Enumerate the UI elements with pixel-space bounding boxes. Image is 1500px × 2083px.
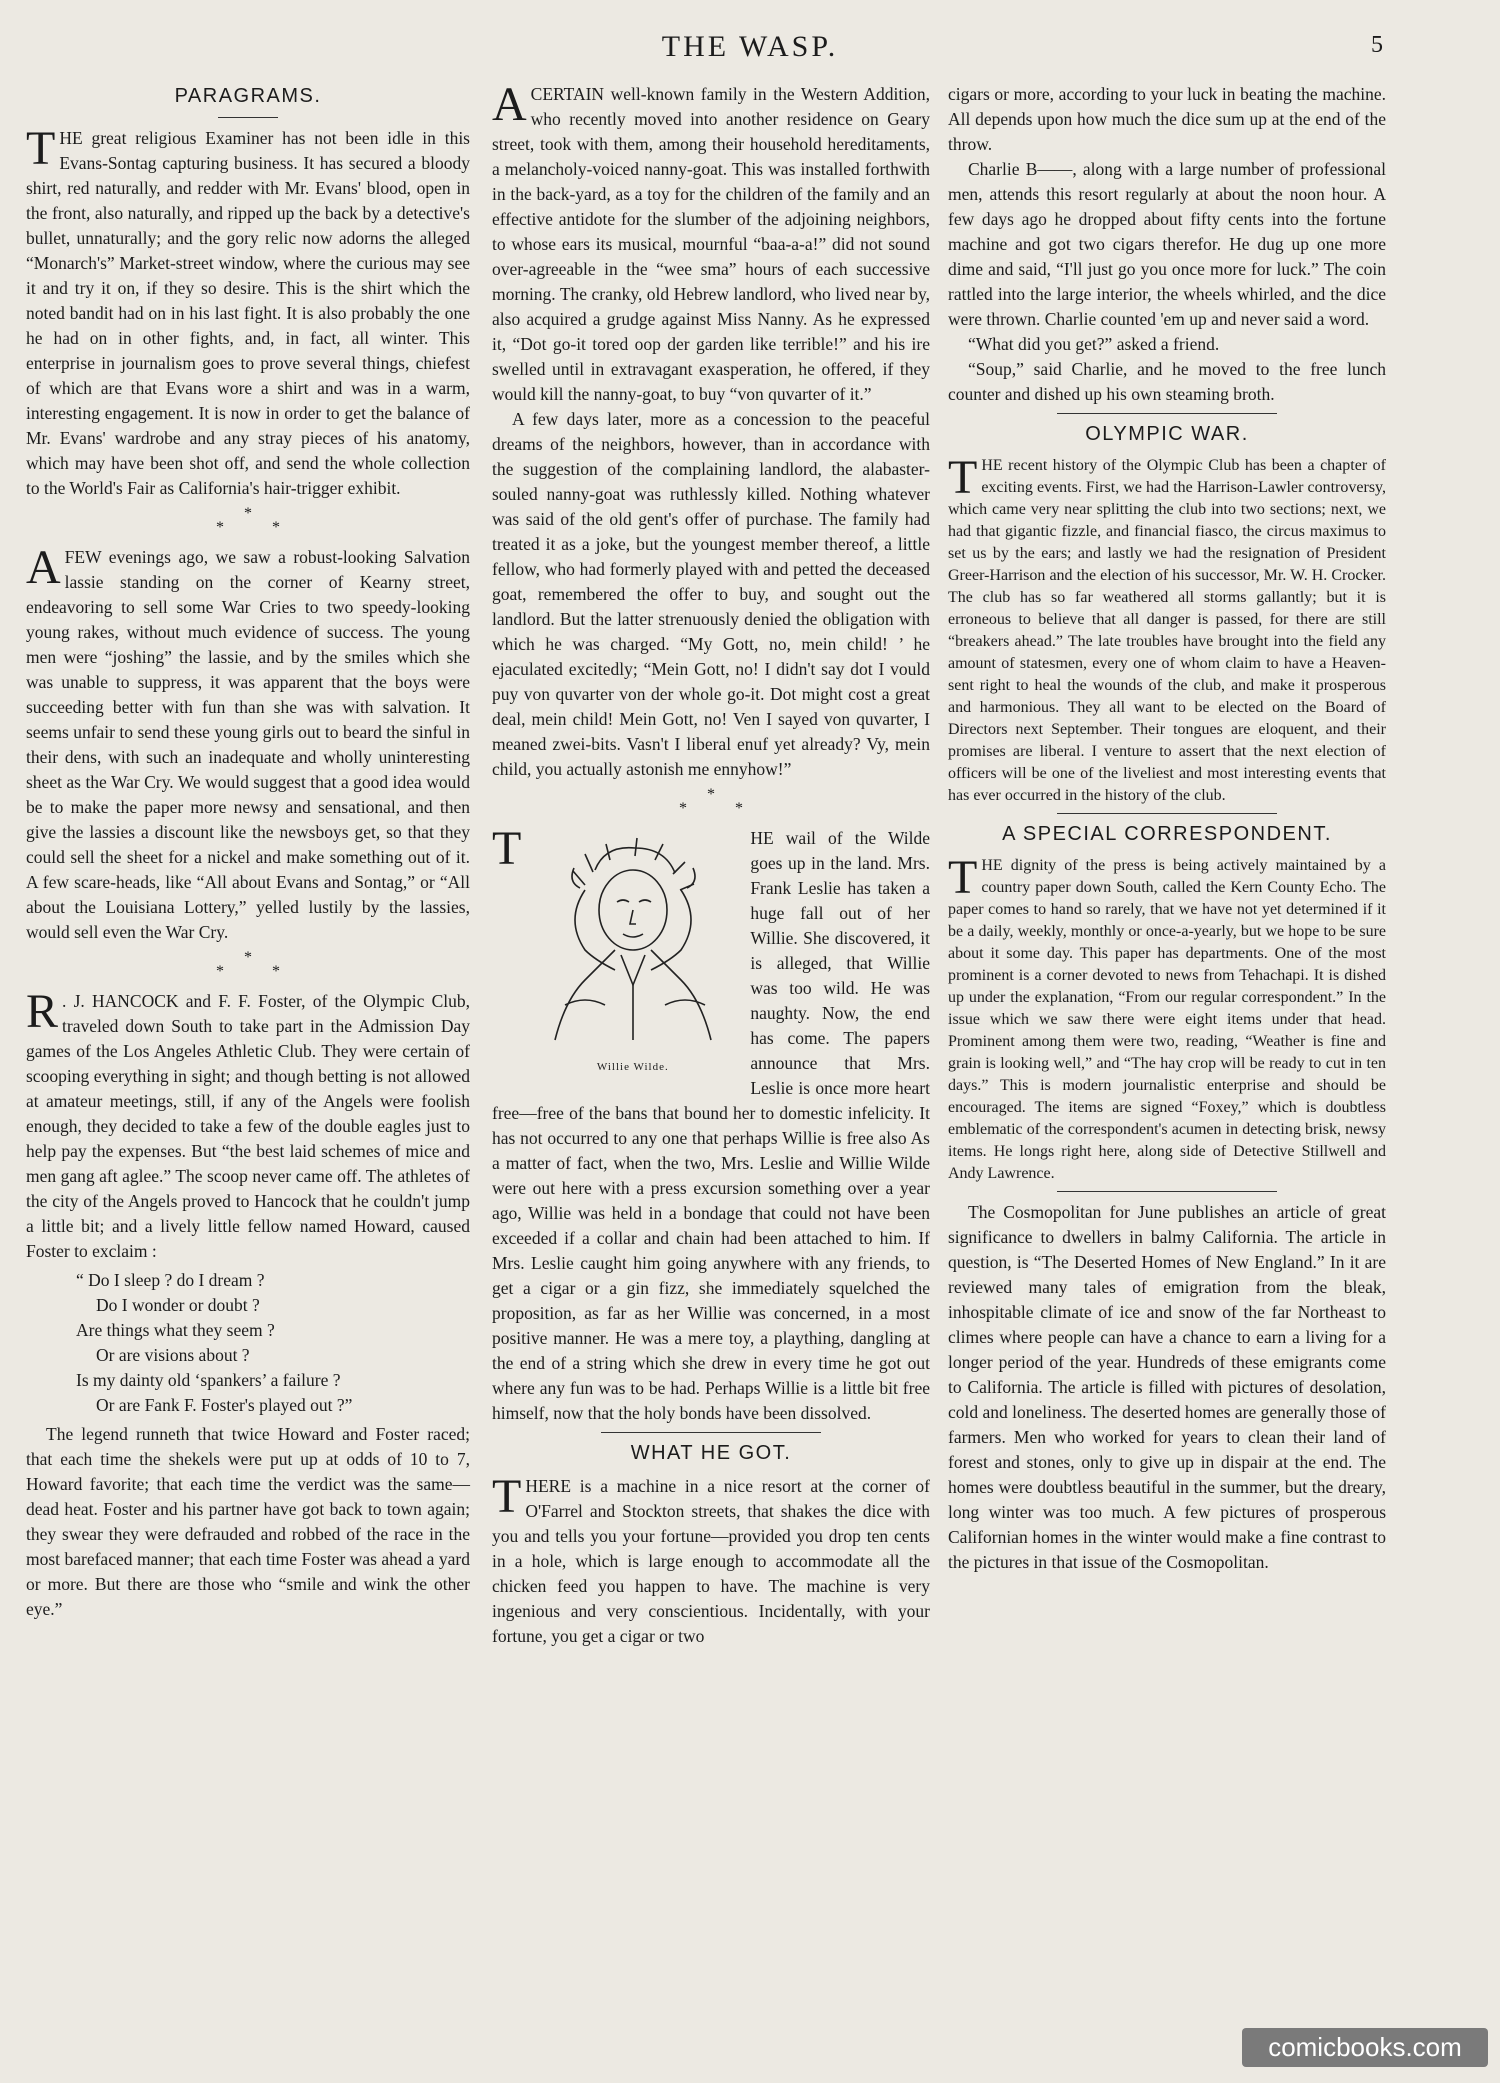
article-cosmopolitan: The Cosmopolitan for June publishes an article of great significance to dwellers in balmy California. The article in question, is “The Deserted Homes of New England.” In it are reviewed many tales of emigration from the bleak, inhospitable climate of ice and snow of the far Northeast to climes where people can have a chance to earn a living for a longer period of the year. Hundreds of these emigrants come to California. The article is filled with pictures of desolation, cold and loneliness. The deserted homes are generally those of farmers. Men who worked for years to clean their land of forest and stones, only to give up in dispair at the end. The homes were doubtless beautiful in the summer, but the dreary, long winter was too much. A few pictures of prosperous Californian homes in the winter would make a fine contrast to the pictures in that issue of the Cosmopolitan. [948, 1202, 1387, 1572]
article-salvation-lassie [26, 541, 470, 945]
article-olympic-war [948, 451, 1386, 807]
willie-wilde-illustration [525, 830, 740, 1080]
article-text: . J. HANCOCK and F. F. Foster, of the Olympic Club, traveled down South to take part in the Admission Day games of the Los Angeles Athletic Club. They were certain of scooping everything in sight; and though betting is not allowed at amateur meetings, still, if any of the Angels were foolish enough, they decided to take a few of the double eagles just to help pay the expenses. But “the best laid schemes of mice and men gang aft aglee.” The scoop never came off. The athletes of the city of the Angels proved to Hancock that he couldn't jump a little bit; and a lively little fellow named Howard, caused Foster to exclaim : [26, 991, 470, 1261]
article-willie-wilde [492, 822, 930, 1426]
article-charlie: Charlie B——, along with a large number of professional men, attends this resort regularly at about the noon hour. A few days ago he dropped about fifty cents into the fortune machine and got two cigars therefor. He dug up one more dime and said, “I'll just go you once more for luck.” The coin rattled into the large interior, the wheels whirled, and the dice were thrown. Charlie counted 'em up and never said a word. [948, 159, 1386, 329]
drop-cap: T [26, 122, 56, 175]
article-goat-killed: A few days later, more as a concession to the peaceful dreams of the neighbors, however, than in accordance with the suggestion of the complaining landlord, the alabaster-souled nanny-goat was ruthlessly killed. Nothing whatever was said of the old gent's offer of purchase. The family had treated it as a joke, but the youngest member thereof, a little fellow, who had formerly played with and petted the deceased goat, remembered the offer to buy, and sought out the landlord. But the latter strenuously denied the obligation with which he was charged. “My Gott, no, mein child! ’ he ejaculated excitedly; “Mein Gott, no! I didn't say dot I vould puy von quvarter von der whole go-it. Dot might cost a great deal, mein child! Mein Gott, no! Ven I sayed von quvarter, I meaned zwei-bits. Vasn't I liberal enuf yet already? Vy, mein child, you actually astonish me ennyhow!” [492, 409, 930, 779]
article-nanny-goat [492, 78, 930, 407]
page-number: 5 [1371, 32, 1383, 58]
section-rule [1057, 813, 1277, 814]
poem-line: Or are visions about ? [96, 1345, 250, 1365]
article-text: FEW evenings ago, we saw a robust-looking Salvation lassie standing on the corner of Kearny street, endeavoring to sell some War Cries to two speedy-looking young rakes, without much evidence of success. The young men were “joshing” the lassie, and by the smiles which she was unable to suppress, it was apparent that the boys were succeeding better with fun than she was with salvation. It seems unfair to send these young girls out to beard the sinful in their dens, with such an inadequate and wholly uninteresting sheet as the War Cry. We would suggest that a good idea would be to make the paper more newsy and sensational, and then give the lassies a discount like the newsboys get, so that they could sell the sheet for a nickel and make something out of it. A few scare-heads, like “All about Evans and Sontag,” or “All about the Louisiana Lottery,” yelled lustily by the lassies, would sell even the War Cry. [26, 547, 470, 942]
article-examiner-shirt [26, 122, 470, 501]
article-text: HE recent history of the Olympic Club has been a chapter of exciting events. First, we had the Harrison-Lawler controversy, which came very near splitting the club into two sections; next, we had that gigantic fizzle, and financial fiasco, the circus maximus to set us by the ears; and lastly we had the resignation of President Greer-Harrison and the election of his successor, Mr. W. H. Crocker. The club has so far weathered all storms gallantly; but it is erroneous to believe that all danger is passed, for there are still “breakers ahead.” The late troubles have brought into the field any amount of statesmen, every one of whom claim to have a Heaven-sent right to heal the wounds of the club, and make it prosperous and harmonious. They all want to be elected on the Board of Directors next September. Their tongues are eloquent, and their promises are liberal. I venture to assert that the next election of officers will be one of the liveliest and most interesting events that has ever occurred in the history of the club. [948, 457, 1386, 804]
section-separator: * * * [679, 786, 765, 817]
poem-line: Or are Fank F. Foster's played out ?” [96, 1395, 353, 1415]
article-charlie-question: “What did you get?” asked a friend. [968, 334, 1220, 354]
drop-cap: T [948, 451, 978, 504]
drop-cap: A [26, 541, 61, 594]
article-legend: The legend runneth that twice Howard and Foster raced; that each time the shekels were put up at odds of 10 to 7, Howard favorite; that each time the verdict was the same—dead heat. Foster and his partner have got back to town again; they swear they were defrauded and robbed of the race in the most barefaced manner; that each time Foster was ahead a yard or more. But there are those who “smile and wink the other eye.” [26, 1424, 470, 1619]
article-charlie-soup: “Soup,” said Charlie, and he moved to the free lunch counter and dished up his own steaming broth. [948, 359, 1386, 404]
article-text: HE dignity of the press is being actively maintained by a country paper down South, called the Kern County Echo. The paper comes to hand so rarely, that we have not yet determined if it be a daily, weekly, monthly or once-a-yearly, but we hope to be sure about it some day. This paper has departments. One of the most prominent is a corner devoted to news from Tehachapi. It is dished up under the explanation, “From our regular correspondent.” In the issue which we saw there were eight items under that head. Prominent among them were two, reading, “Weather is fine and grain is looking well,” and “The hay crop will be ready to cut in ten days.” This is modern journalistic enterprise and should be encouraged. The items are signed “Foxey,” which is doubtless emblematic of the correspondent's acumen in detecting brisk, newsy items. He longs right here, along side of Detective Stillwell and Andy Lawrence. [948, 857, 1386, 1182]
column-1 [26, 82, 470, 1622]
watermark: comicbooks.com [1242, 2028, 1488, 2067]
poem [76, 1268, 470, 1418]
article-dice-machine [492, 1470, 930, 1649]
heading-olympic-war: OLYMPIC WAR. [1085, 423, 1249, 445]
article-text: HE wail of the Wilde goes up in the land. Mrs. Frank Leslie has taken a huge fall out of her Willie. She discovered, it is alleged, that Willie was too wild. He was naughty. Now, the end has come. The papers announce that Mrs. Leslie is once more heart free—free of the bans that bound her to domestic infelicity. It has not occurred to any one that perhaps Willie is free also As a matter of fact, when the two, Mrs. Leslie and Willie Wilde were out here with a press excursion something over a year ago, Willie was held in a bondage that could not have been exceeded if a collar and chain had been attached to him. If Mrs. Leslie caught him going anywhere with any friends, to get a cigar or a gin fizz, she immediately squelched the proposition, as far as her Willie was concerned, in a most positive manner. He was a mere toy, a plaything, dangling at the end of a string which she drew in every time he got out where any fun was to be had. Perhaps Willie is a little bit free himself, now that the holy bonds have been dissolved. [492, 828, 930, 1423]
drop-cap: A [492, 78, 527, 131]
section-rule [1057, 413, 1277, 414]
heading-what-he-got: WHAT HE GOT. [630, 1442, 792, 1464]
poem-line: “ Do I sleep ? do I dream ? [76, 1270, 265, 1290]
column-2 [492, 78, 930, 1649]
masthead [0, 30, 1500, 70]
heading-rule [218, 117, 278, 118]
article-text: HE great religious Examiner has not been idle in this Evans-Sontag capturing business. It has secured a bloody shirt, red naturally, and redder with Mr. Evans' blood, open in the front, also naturally, and ripped up the back by a detective's bullet, unnaturally; and the gory relic now adorns the alleged “Monarch's” Market-street window, where the curious may see it and try it on, if they so desire. This is the shirt which the noted bandit had on in his last fight. It is also probably the one he had on in other fights, and, in fact, all winter. This enterprise in journalism goes to prove several things, chiefest of which are that Evans wore a shirt and was in a warm, interesting engagement. It is now in order to get the balance of Mr. Evans' wardrobe and any stray pieces of his anatomy, which may have been shot off, and send the whole collection to the World's Fair as California's hair-trigger exhibit. [26, 128, 470, 498]
drop-cap: T [492, 822, 522, 875]
poem-line: Is my dainty old ‘spankers’ a failure ? [76, 1370, 341, 1390]
portrait-sketch-icon [525, 830, 740, 1060]
article-special-correspondent [948, 851, 1386, 1185]
masthead-title: THE WASP. [661, 30, 839, 63]
article-text: HERE is a machine in a nice resort at the corner of O'Farrel and Stockton streets, that shakes the dice with you and tells you your fortune—provided you drop ten cents in a hole, which is large enough to accommodate all the chicken feed you happen to have. The machine is very ingenious and very conscientious. Incidentally, with your fortune, you get a cigar or two [492, 1476, 930, 1646]
section-rule [1057, 1191, 1277, 1192]
article-dice-continued: cigars or more, according to your luck in beating the machine. All depends upon how much the dice sum up at the end of the throw. [948, 84, 1386, 154]
article-text: CERTAIN well-known family in the Western Addition, who recently moved into another residence on Geary street, took with them, among their household hereditaments, a melancholy-voiced nanny-goat. This was installed forthwith in the back-yard, as a toy for the children of the family and an effective antidote for the slumber of the adjoining neighbors, to whose ears its musical, mournful “baa-a-a!” did not sound over-agreeable in the “wee sma” hours of each successive morning. The cranky, old Hebrew landlord, who lived near by, also acquired a grudge against Miss Nanny. As he expressed it, “Dot go-it tored oop der garden like terrible!” and his ire swelled until in extravagant exasperation, he offered, if they would kill the nanny-goat, to buy “von quvarter of it.” [492, 84, 930, 404]
section-rule [601, 1432, 821, 1433]
illustration-caption: Willie Wilde. [596, 1061, 669, 1073]
section-separator: * * * [216, 949, 302, 980]
section-separator: * * * [216, 505, 302, 536]
article-hancock-foster [26, 985, 470, 1264]
drop-cap: T [492, 1470, 522, 1523]
drop-cap: T [948, 851, 978, 904]
heading-paragrams: PARAGRAMS. [174, 85, 322, 107]
column-3 [948, 82, 1386, 1575]
heading-special-correspondent: A SPECIAL CORRESPONDENT. [1002, 823, 1332, 845]
poem-line: Do I wonder or doubt ? [96, 1295, 260, 1315]
drop-cap: R [26, 985, 59, 1038]
poem-line: Are things what they seem ? [76, 1320, 275, 1340]
